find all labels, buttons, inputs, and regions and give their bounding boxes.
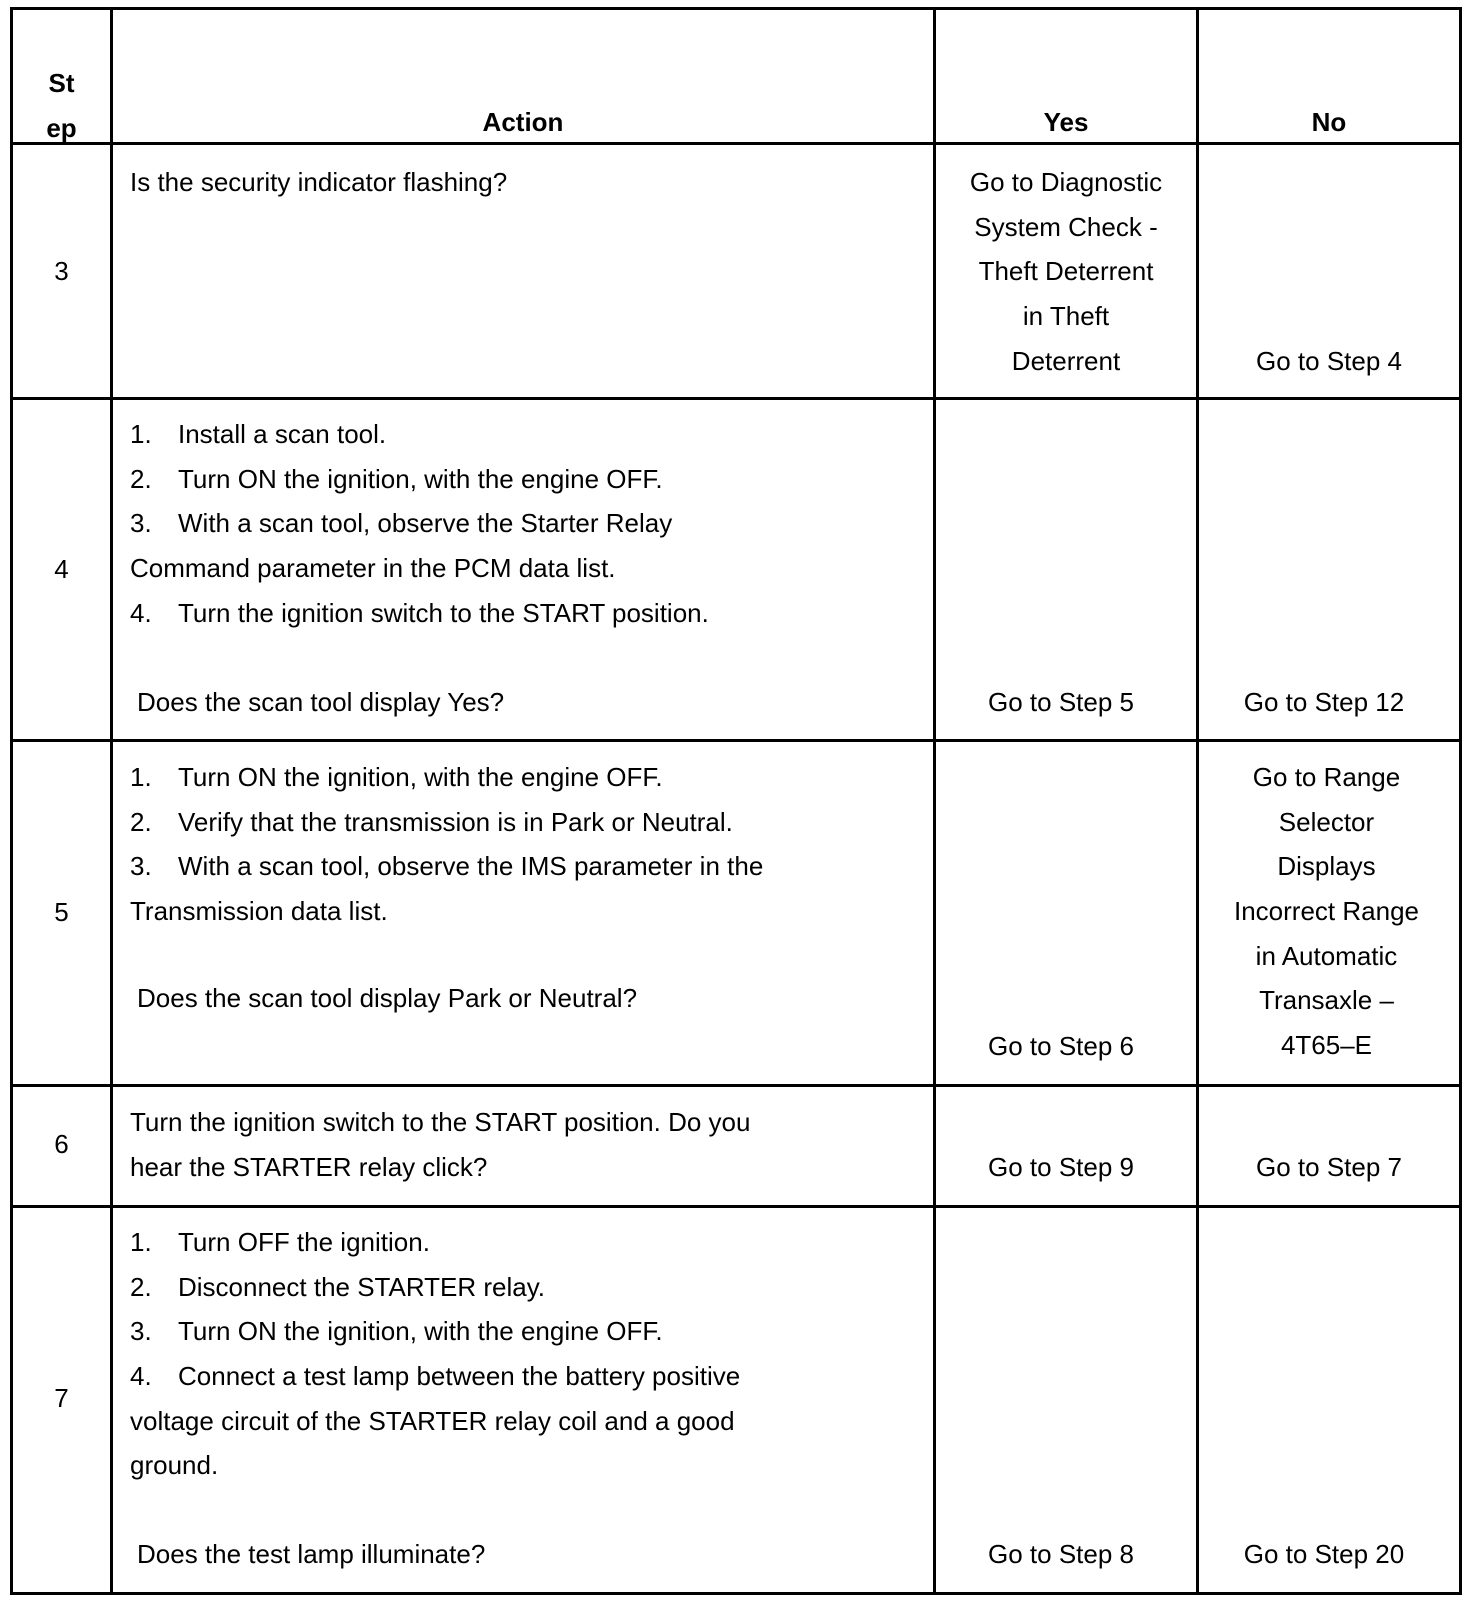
action-question-text: Does the scan tool display Yes?	[137, 687, 505, 717]
row-divider	[10, 397, 1462, 400]
header-step-line-2: ep	[46, 112, 77, 143]
action-item	[130, 1354, 920, 1399]
header-no	[1199, 100, 1459, 145]
action-cell	[130, 412, 920, 635]
no-line: Displays	[1277, 851, 1376, 882]
yes-cell	[936, 160, 1196, 383]
yes-line: Go to Step 5	[988, 687, 1134, 717]
no-cell	[1199, 1145, 1459, 1190]
item-number: 4.	[130, 1361, 152, 1392]
no-cell	[1199, 755, 1454, 1068]
action-item	[130, 755, 920, 800]
table-border-bottom	[10, 1592, 1462, 1595]
no-cell	[1199, 680, 1449, 725]
item-text: Command parameter in the PCM data list.	[130, 553, 616, 584]
step-number-label: 6	[54, 1129, 69, 1159]
no-line: Go to Step 12	[1243, 687, 1405, 717]
action-item	[130, 1220, 920, 1265]
step-number	[13, 890, 110, 935]
step-number-label: 4	[54, 554, 69, 584]
no-line: Transaxle –	[1259, 985, 1394, 1016]
no-line: 4T65–E	[1280, 1030, 1373, 1061]
action-question	[137, 976, 917, 1021]
action-item	[130, 501, 920, 546]
item-text: Turn ON the ignition, with the engine OFF.	[178, 463, 663, 494]
row-divider	[10, 1084, 1462, 1087]
action-item	[130, 800, 920, 845]
yes-line: System Check -	[974, 211, 1158, 242]
yes-line: Go to Diagnostic	[969, 167, 1163, 197]
action-question-line: hear the STARTER relay click?	[130, 1151, 488, 1182]
item-text: With a scan tool, observe the Starter Relay	[178, 508, 673, 539]
yes-line: Go to Step 6	[988, 1031, 1134, 1061]
action-item	[130, 844, 920, 889]
item-number: 1.	[130, 419, 152, 449]
header-yes-label: Yes	[1043, 107, 1089, 137]
item-text: With a scan tool, observe the IMS parameter in the	[178, 851, 764, 882]
yes-line: Go to Step 8	[988, 1539, 1134, 1569]
table-border-right	[1459, 7, 1462, 1595]
item-text: Turn ON the ignition, with the engine OFF.	[178, 762, 663, 792]
action-cell	[130, 755, 920, 934]
no-line: Incorrect Range	[1234, 896, 1419, 927]
action-question-text: Does the test lamp illuminate?	[137, 1539, 486, 1569]
action-question	[137, 680, 917, 725]
no-line: Selector	[1278, 806, 1375, 837]
table-border-left	[10, 7, 13, 1595]
no-cell	[1199, 1532, 1449, 1577]
step-number	[13, 547, 110, 592]
item-text: voltage circuit of the STARTER relay coil and a good	[130, 1405, 735, 1436]
action-item-continuation	[130, 1443, 920, 1488]
row-divider	[10, 739, 1462, 742]
item-text: Transmission data list.	[130, 896, 388, 927]
action-question	[137, 1532, 917, 1577]
item-text: ground.	[130, 1450, 219, 1481]
no-line: Go to Step 20	[1243, 1539, 1405, 1569]
action-question-line: Turn the ignition switch to the START position. Do you	[130, 1107, 751, 1137]
yes-line: Theft Deterrent	[978, 256, 1154, 287]
no-line: Go to Range	[1252, 762, 1401, 792]
item-number: 1.	[130, 1227, 152, 1257]
header-yes	[936, 100, 1196, 145]
item-text: Verify that the transmission is in Park or Neutral.	[178, 806, 733, 837]
no-line: Go to Step 7	[1256, 1152, 1402, 1182]
action-item	[130, 591, 920, 636]
column-divider-step	[110, 7, 113, 1595]
header-action	[113, 100, 933, 145]
no-line: in Automatic	[1255, 940, 1398, 971]
no-cell	[1199, 339, 1459, 384]
step-number	[13, 249, 110, 294]
action-item	[130, 1265, 920, 1310]
item-number: 2.	[130, 463, 152, 494]
item-number: 4.	[130, 597, 152, 628]
action-cell	[130, 160, 920, 205]
step-number-label: 5	[54, 897, 69, 927]
table-border-top	[10, 7, 1462, 10]
action-cell	[130, 1220, 920, 1488]
header-action-label: Action	[482, 107, 564, 137]
yes-line: Deterrent	[1011, 345, 1121, 376]
yes-cell	[936, 1145, 1186, 1190]
item-text: Turn the ignition switch to the START position.	[178, 597, 709, 628]
row-divider	[10, 1205, 1462, 1208]
action-question: Is the security indicator flashing?	[130, 167, 508, 197]
yes-line: Go to Step 9	[988, 1152, 1134, 1182]
item-number: 1.	[130, 762, 152, 792]
yes-line: in Theft	[1022, 301, 1110, 332]
action-item-continuation	[130, 889, 920, 934]
item-text: Disconnect the STARTER relay.	[178, 1271, 546, 1302]
action-item	[130, 412, 920, 457]
item-number: 2.	[130, 806, 152, 837]
header-step	[13, 61, 110, 150]
yes-cell	[936, 680, 1186, 725]
action-item	[130, 1309, 920, 1354]
action-item-continuation	[130, 1399, 920, 1444]
action-item	[130, 457, 920, 502]
item-number: 2.	[130, 1271, 152, 1302]
yes-cell	[936, 1532, 1186, 1577]
item-number: 3.	[130, 1316, 152, 1347]
action-cell	[130, 1100, 920, 1189]
item-text: Install a scan tool.	[178, 419, 387, 449]
header-no-label: No	[1311, 107, 1347, 137]
item-text: Turn OFF the ignition.	[178, 1227, 430, 1257]
no-line: Go to Step 4	[1256, 346, 1402, 376]
item-text: Connect a test lamp between the battery positive	[178, 1361, 741, 1392]
yes-cell	[936, 1024, 1186, 1069]
step-number	[13, 1122, 110, 1167]
item-text: Turn ON the ignition, with the engine OFF.	[178, 1316, 663, 1347]
step-number	[13, 1376, 110, 1421]
action-question-text: Does the scan tool display Park or Neutral?	[137, 983, 638, 1013]
header-step-line-1: St	[48, 68, 75, 98]
action-item-continuation	[130, 546, 920, 591]
item-number: 3.	[130, 851, 152, 882]
step-number-label: 3	[54, 256, 69, 286]
step-number-label: 7	[54, 1383, 69, 1413]
item-number: 3.	[130, 508, 152, 539]
